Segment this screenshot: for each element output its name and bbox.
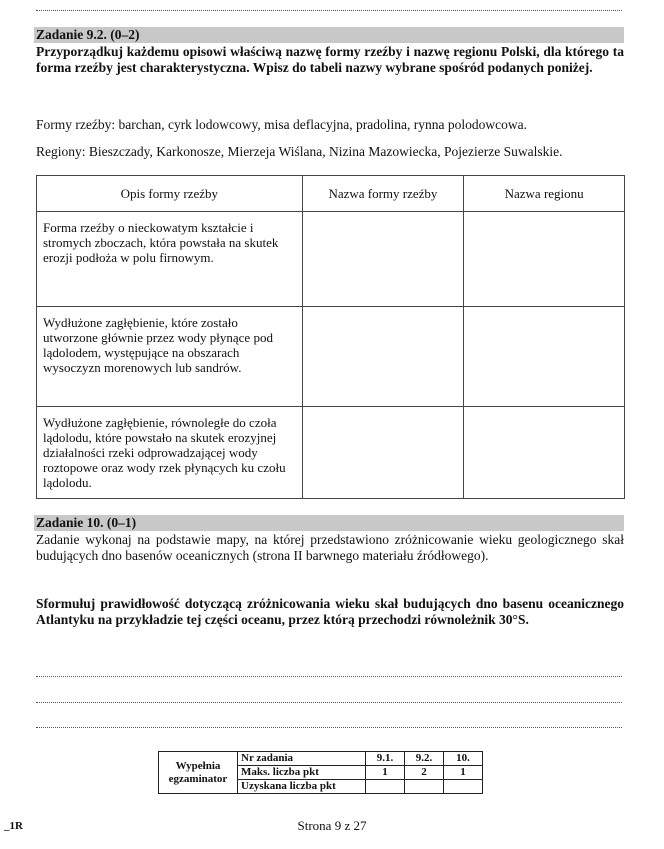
max-points: 1 [444, 766, 483, 780]
page-number: Strona 9 z 27 [297, 818, 367, 833]
regions-list: Regiony: Bieszczady, Karkonosze, Mierzeja Wiślana, Nizina Mazowiecka, Pojezierze Suwalskie. [36, 144, 563, 159]
task-number: 10. [444, 752, 483, 766]
max-points-label: Maks. liczba pkt [238, 766, 366, 780]
task-number-label: Nr zadania [238, 752, 366, 766]
description-cell: Wydłużone zagłębienie, które zostało utworzone głównie przez wody płynące pod lądolodem, występujące na obszarach wysoczyzn morenowych lub sandrów. [37, 307, 303, 407]
answer-line [36, 702, 622, 703]
form-answer-field[interactable] [302, 307, 464, 407]
earned-points-field[interactable] [444, 780, 483, 794]
answer-table [36, 175, 625, 499]
region-answer-field[interactable] [464, 212, 625, 307]
top-dotted-line [36, 10, 622, 11]
task-number: 9.2. [405, 752, 444, 766]
task-10-instruction: Sformułuj prawidłowość dotyczącą zróżnicowania wieku skał budujących dno basenu oceanicznego Atlantyku na przykładzie tej części oceanu, przez którą przechodzi równoleżnik 30°S. [36, 596, 624, 627]
table-row [37, 212, 625, 307]
earned-points-label: Uzyskana liczba pkt [238, 780, 366, 794]
score-table [158, 751, 483, 794]
forms-list: Formy rzeźby: barchan, cyrk lodowcowy, misa deflacyjna, pradolina, rynna polodowcowa. [36, 117, 527, 132]
task-9-2-header: Zadanie 9.2. (0–2) [34, 27, 624, 43]
task-number: 9.1. [366, 752, 405, 766]
description-cell: Forma rzeźby o nieckowatym kształcie i stromych zboczach, która powstała na skutek erozji podłoża w polu firnowym. [37, 212, 303, 307]
form-answer-field[interactable] [302, 212, 464, 307]
column-header-form: Nazwa formy rzeźby [302, 176, 464, 212]
description-cell: Wydłużone zagłębienie, równoległe do czoła lądolodu, które powstało na skutek erozyjnej działalności rzeki odprowadzającej wody roztopowe oraz wody rzek płynących ku czołu lądolodu. [37, 407, 303, 499]
task-10-header: Zadanie 10. (0–1) [34, 515, 624, 531]
answer-table-header-row [37, 176, 625, 212]
exam-code: _1R [4, 820, 23, 832]
form-answer-field[interactable] [302, 407, 464, 499]
answer-line [36, 727, 622, 728]
column-header-region: Nazwa regionu [464, 176, 625, 212]
answer-line [36, 676, 622, 677]
max-points: 2 [405, 766, 444, 780]
table-row [37, 407, 625, 499]
task-9-2-instruction: Przyporządkuj każdemu opisowi właściwą nazwę formy rzeźby i nazwę regionu Polski, dla którego ta forma rzeźby jest charakterystyczna. Wpisz do tabeli nazwy wybrane spośród podanych poniżej. [36, 44, 624, 75]
max-points: 1 [366, 766, 405, 780]
earned-points-field[interactable] [405, 780, 444, 794]
region-answer-field[interactable] [464, 407, 625, 499]
region-answer-field[interactable] [464, 307, 625, 407]
column-header-description: Opis formy rzeźby [37, 176, 303, 212]
earned-points-field[interactable] [366, 780, 405, 794]
table-row [37, 307, 625, 407]
task-10-intro: Zadanie wykonaj na podstawie mapy, na której przedstawiono zróżnicowanie wieku geologicznego skał budujących dno basenów oceanicznych (strona II barwnego materiału źródłowego). [36, 532, 624, 563]
examiner-label: Wypełnia egzaminator [159, 752, 238, 794]
